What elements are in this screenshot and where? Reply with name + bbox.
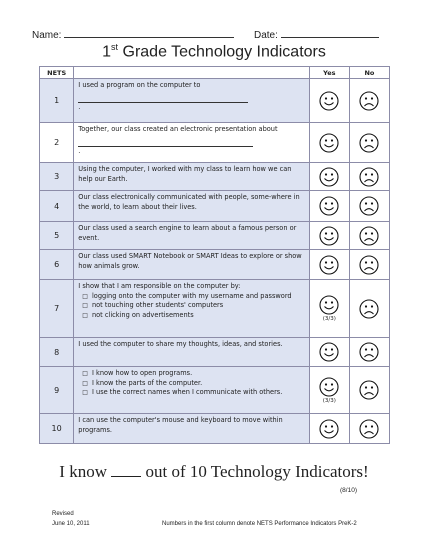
indicator-statement: Our class used a search engine to learn about a famous person or event. bbox=[78, 224, 297, 242]
date-label: Date: bbox=[254, 30, 278, 41]
nets-number: 5 bbox=[40, 222, 74, 250]
yes-cell bbox=[309, 79, 349, 123]
indicator-text bbox=[74, 414, 310, 444]
indicator-text bbox=[74, 250, 310, 280]
col-no-header: No bbox=[349, 67, 389, 79]
table-row bbox=[40, 222, 390, 250]
frowny-face-icon bbox=[359, 298, 379, 317]
frowny-face-icon bbox=[359, 225, 379, 244]
indicator-statement: I can use the computer's mouse and keyboard to move within programs. bbox=[78, 416, 283, 434]
no-cell bbox=[349, 367, 389, 414]
smiley-face-icon bbox=[319, 295, 339, 314]
col-yes-header: Yes bbox=[309, 67, 349, 79]
frowny-face-icon bbox=[359, 254, 379, 273]
table-row bbox=[40, 367, 390, 414]
frowny-face-icon bbox=[359, 132, 379, 151]
no-cell bbox=[349, 414, 389, 444]
no-cell bbox=[349, 250, 389, 280]
name-label: Name: bbox=[32, 30, 62, 41]
indicator-text bbox=[74, 191, 310, 222]
checkbox-item: □ not touching other students' computers bbox=[78, 301, 305, 311]
yes-cell bbox=[309, 367, 349, 414]
summary-statement: I know out of 10 Technology Indicators! bbox=[59, 462, 369, 481]
nets-number: 7 bbox=[40, 280, 74, 338]
smiley-face-icon bbox=[319, 166, 339, 185]
yes-cell bbox=[309, 250, 349, 280]
indicator-statement: Using the computer, I worked with my class to learn how we can help our Earth. bbox=[78, 165, 292, 183]
yes-cell bbox=[309, 414, 349, 444]
yes-cell bbox=[309, 163, 349, 191]
no-cell bbox=[349, 191, 389, 222]
no-cell bbox=[349, 338, 389, 367]
indicator-statement: I used the computer to share my thoughts, ideas, and stories. bbox=[78, 340, 283, 348]
yes-cell bbox=[309, 123, 349, 163]
nets-number: 8 bbox=[40, 338, 74, 367]
yes-cell bbox=[309, 191, 349, 222]
no-cell bbox=[349, 123, 389, 163]
revised-date: June 10, 2011 bbox=[52, 521, 90, 527]
date-field bbox=[254, 28, 379, 41]
indicator-text bbox=[74, 79, 310, 123]
indicator-statement: I used a program on the computer to bbox=[78, 81, 201, 89]
fill-in-period: . bbox=[78, 102, 81, 111]
table-row bbox=[40, 191, 390, 222]
checkbox-item: □ not clicking on advertisements bbox=[78, 311, 305, 321]
nets-number: 9 bbox=[40, 367, 74, 414]
smiley-face-icon bbox=[319, 342, 339, 361]
smiley-face-icon bbox=[319, 418, 339, 437]
table-row bbox=[40, 414, 390, 444]
no-cell bbox=[349, 163, 389, 191]
indicator-statement: I show that I am responsible on the computer by: bbox=[78, 282, 241, 290]
summary-fraction: (8/10) bbox=[340, 487, 357, 494]
table-row bbox=[40, 250, 390, 280]
smiley-face-icon bbox=[319, 225, 339, 244]
fill-in-period: . bbox=[78, 146, 81, 155]
yes-cell bbox=[309, 222, 349, 250]
table-row bbox=[40, 123, 390, 163]
progress-note: (3/3) bbox=[322, 397, 336, 404]
smiley-face-icon bbox=[319, 196, 339, 215]
smiley-face-icon bbox=[319, 376, 339, 395]
indicator-statement: Together, our class created an electronic presentation about bbox=[78, 125, 278, 133]
nets-number: 1 bbox=[40, 79, 74, 123]
count-blank bbox=[111, 463, 141, 477]
indicator-text bbox=[74, 123, 310, 163]
page-title: 1st Grade Technology Indicators bbox=[102, 42, 326, 61]
date-blank-line bbox=[281, 28, 379, 38]
col-nets-header: NETS bbox=[40, 67, 74, 79]
nets-number: 6 bbox=[40, 250, 74, 280]
no-cell bbox=[349, 280, 389, 338]
name-field bbox=[32, 28, 234, 41]
frowny-face-icon bbox=[359, 90, 379, 109]
yes-cell bbox=[309, 280, 349, 338]
progress-note: (3/3) bbox=[322, 316, 336, 323]
no-cell bbox=[349, 79, 389, 123]
revised-label: Revised bbox=[52, 511, 74, 517]
frowny-face-icon bbox=[359, 342, 379, 361]
nets-number: 4 bbox=[40, 191, 74, 222]
fill-in-blank bbox=[78, 137, 253, 147]
footer-note: Numbers in the first column denote NETS Performance Indicators PreK-2 bbox=[162, 521, 357, 527]
indicator-text bbox=[74, 338, 310, 367]
name-blank-line bbox=[64, 28, 234, 38]
checkbox-item: □ I know how to open programs. bbox=[78, 369, 305, 379]
indicator-statement: Our class electronically communicated with people, some-where in the world, to learn about their lives. bbox=[78, 193, 300, 211]
indicator-text bbox=[74, 163, 310, 191]
frowny-face-icon bbox=[359, 166, 379, 185]
checkbox-item: □ I use the correct names when I communicate with others. bbox=[78, 388, 305, 398]
frowny-face-icon bbox=[359, 418, 379, 437]
indicator-text bbox=[74, 367, 310, 414]
frowny-face-icon bbox=[359, 380, 379, 399]
table-row bbox=[40, 163, 390, 191]
checkbox-item: □ I know the parts of the computer. bbox=[78, 379, 305, 389]
table-row bbox=[40, 280, 390, 338]
indicator-text bbox=[74, 280, 310, 338]
col-text-header bbox=[74, 67, 310, 79]
indicator-statement: Our class used SMART Notebook or SMART Ideas to explore or show how animals grow. bbox=[78, 252, 302, 270]
nets-number: 10 bbox=[40, 414, 74, 444]
smiley-face-icon bbox=[319, 132, 339, 151]
table-header-row bbox=[40, 67, 390, 79]
indicators-table bbox=[39, 66, 390, 444]
frowny-face-icon bbox=[359, 196, 379, 215]
no-cell bbox=[349, 222, 389, 250]
indicator-text bbox=[74, 222, 310, 250]
smiley-face-icon bbox=[319, 254, 339, 273]
nets-number: 2 bbox=[40, 123, 74, 163]
fill-in-blank bbox=[78, 93, 248, 103]
nets-number: 3 bbox=[40, 163, 74, 191]
checkbox-item: □ logging onto the computer with my username and password bbox=[78, 292, 305, 302]
smiley-face-icon bbox=[319, 90, 339, 109]
table-row bbox=[40, 338, 390, 367]
yes-cell bbox=[309, 338, 349, 367]
table-row bbox=[40, 79, 390, 123]
